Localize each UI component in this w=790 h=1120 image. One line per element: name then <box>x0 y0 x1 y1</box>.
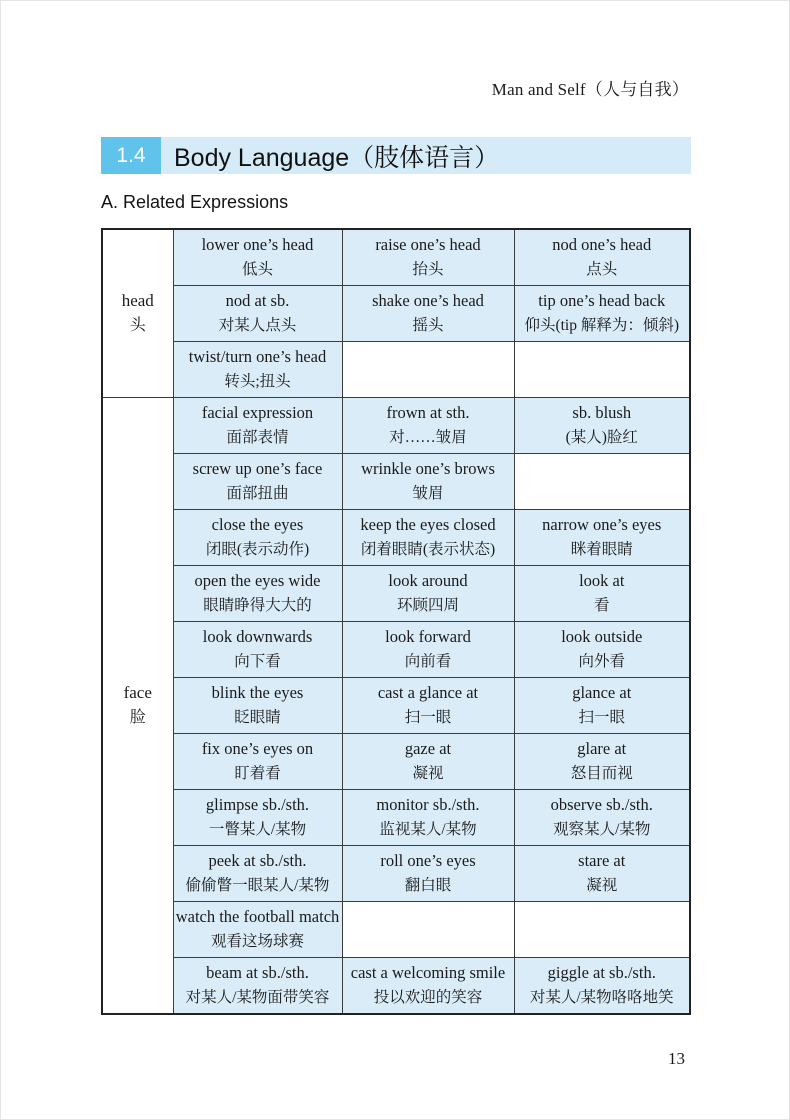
expression-cell <box>514 678 690 734</box>
expression-zh: 扫一眼 <box>404 709 452 726</box>
row-group-label-zh: 脸 <box>129 709 146 726</box>
expression-en: glare at <box>577 739 627 758</box>
expression-en: blink the eyes <box>211 683 304 702</box>
row-group-label-en: face <box>123 683 152 702</box>
expression-cell <box>173 622 342 678</box>
expression-cell <box>342 958 514 1015</box>
expression-en: stare at <box>578 851 626 870</box>
expression-cell <box>342 622 514 678</box>
expression-cell <box>173 902 342 958</box>
expression-en: nod one’s head <box>552 235 652 254</box>
table-row <box>102 566 690 622</box>
expression-zh: 扫一眼 <box>578 709 625 726</box>
empty-cell <box>342 342 514 398</box>
expression-zh: 监视某人/某物 <box>379 821 477 838</box>
section-number-badge: 1.4 <box>101 137 161 174</box>
expression-cell <box>342 566 514 622</box>
expression-cell <box>173 342 342 398</box>
table-row <box>102 678 690 734</box>
expression-cell <box>514 734 690 790</box>
expression-cell <box>514 622 690 678</box>
expression-zh: 观察某人/某物 <box>553 821 651 838</box>
expression-zh: 对某人/某物面带笑容 <box>185 989 330 1006</box>
expression-zh: 怒目而视 <box>570 765 633 782</box>
expression-cell <box>173 454 342 510</box>
expression-cell <box>342 398 514 454</box>
row-group-label <box>102 229 173 398</box>
table-row <box>102 286 690 342</box>
expression-cell <box>173 510 342 566</box>
expression-en: nod at sb. <box>225 291 290 310</box>
expression-cell <box>173 286 342 342</box>
section-title: Body Language（肢体语言） <box>174 143 500 172</box>
expression-zh: 对某人点头 <box>218 317 297 334</box>
expression-zh: 凝视 <box>412 765 444 782</box>
expression-zh: 眨眼睛 <box>234 709 281 726</box>
expression-en: look downwards <box>202 627 313 646</box>
empty-cell <box>514 342 690 398</box>
table-row <box>102 958 690 1015</box>
table-row <box>102 229 690 286</box>
empty-cell <box>514 454 690 510</box>
expression-cell <box>342 454 514 510</box>
expression-cell <box>514 566 690 622</box>
expression-en: peek at sb./sth. <box>208 851 307 870</box>
row-group-label <box>102 398 173 1015</box>
expression-en: lower one’s head <box>201 235 314 254</box>
running-header: Man and Self（人与自我） <box>491 80 689 99</box>
empty-cell <box>342 902 514 958</box>
expression-cell <box>514 229 690 286</box>
expression-cell <box>514 958 690 1015</box>
expression-en: sb. blush <box>572 403 632 422</box>
expression-zh: 低头 <box>241 261 273 278</box>
expression-en: narrow one’s eyes <box>542 515 662 534</box>
expression-zh: 向外看 <box>578 653 625 670</box>
expression-cell <box>173 678 342 734</box>
section-header-bar <box>101 137 691 174</box>
expression-zh: 盯着看 <box>234 765 281 782</box>
expressions-table-body <box>102 229 690 1014</box>
expression-en: monitor sb./sth. <box>376 795 480 814</box>
expression-en: open the eyes wide <box>194 571 321 590</box>
table-row <box>102 398 690 454</box>
expression-en: raise one’s head <box>375 235 481 254</box>
expression-zh: 眯着眼睛 <box>570 541 633 558</box>
expression-cell <box>514 790 690 846</box>
expression-cell <box>342 678 514 734</box>
expression-cell <box>173 790 342 846</box>
expression-cell <box>514 398 690 454</box>
expression-zh: 点头 <box>586 261 618 278</box>
expression-en: glance at <box>572 683 632 702</box>
expression-zh: 对……皱眉 <box>389 429 467 446</box>
expression-zh: 对某人/某物咯咯地笑 <box>529 989 674 1006</box>
table-row <box>102 790 690 846</box>
expression-cell <box>342 846 514 902</box>
expression-zh: 闭着眼睛(表示状态) <box>360 541 496 558</box>
expression-cell <box>514 510 690 566</box>
expression-en: gaze at <box>404 739 452 758</box>
expression-cell <box>173 398 342 454</box>
expression-en: keep the eyes closed <box>360 515 496 534</box>
expression-en: facial expression <box>201 403 314 422</box>
table-row <box>102 342 690 398</box>
expression-en: screw up one’s face <box>192 459 323 478</box>
expression-zh: 偷偷瞥一眼某人/某物 <box>185 877 330 894</box>
expression-zh: 面部扭曲 <box>226 485 289 502</box>
table-row <box>102 622 690 678</box>
page-number: 13 <box>668 1049 685 1068</box>
expression-en: look forward <box>385 627 471 646</box>
empty-cell <box>514 902 690 958</box>
expression-zh: 一瞥某人/某物 <box>208 821 307 838</box>
expression-en: wrinkle one’s brows <box>361 459 495 478</box>
expression-en: observe sb./sth. <box>550 795 653 814</box>
expression-cell <box>342 790 514 846</box>
expression-en: beam at sb./sth. <box>206 963 309 982</box>
expression-en: glimpse sb./sth. <box>205 795 310 814</box>
expression-zh: 摇头 <box>412 317 444 334</box>
expression-en: look outside <box>561 627 643 646</box>
expression-zh: 看 <box>593 597 610 614</box>
expression-cell <box>342 229 514 286</box>
expression-en: cast a welcoming smile <box>350 963 506 982</box>
expression-en: giggle at sb./sth. <box>547 963 656 982</box>
subsection-heading: A. Related Expressions <box>101 192 289 212</box>
expression-zh: 向前看 <box>404 653 452 670</box>
expression-en: look at <box>579 571 625 590</box>
table-row <box>102 734 690 790</box>
expression-en: tip one’s head back <box>538 291 666 310</box>
expression-cell <box>173 846 342 902</box>
expression-cell <box>514 846 690 902</box>
expression-en: close the eyes <box>211 515 304 534</box>
expression-en: frown at sth. <box>386 403 470 422</box>
expression-zh: 凝视 <box>586 877 618 894</box>
expression-cell <box>514 286 690 342</box>
table-row <box>102 454 690 510</box>
row-group-label-en: head <box>121 291 154 310</box>
expression-cell <box>342 734 514 790</box>
expression-cell <box>173 229 342 286</box>
expression-en: fix one’s eyes on <box>201 739 314 758</box>
expression-cell <box>173 958 342 1015</box>
expression-en: shake one’s head <box>372 291 484 310</box>
expression-zh: (某人)脸红 <box>565 429 638 446</box>
table-row <box>102 510 690 566</box>
expression-zh: 面部表情 <box>226 429 289 446</box>
row-group-label-zh: 头 <box>129 317 146 334</box>
expression-zh: 皱眉 <box>412 485 444 502</box>
expression-en: twist/turn one’s head <box>188 347 327 366</box>
expression-en: look around <box>388 571 468 590</box>
expression-en: roll one’s eyes <box>380 851 476 870</box>
expression-en: watch the football match <box>175 907 340 926</box>
expression-zh: 抬头 <box>412 261 444 278</box>
table-row <box>102 902 690 958</box>
expression-cell <box>342 510 514 566</box>
table-row <box>102 846 690 902</box>
expression-cell <box>342 286 514 342</box>
expression-zh: 观看这场球赛 <box>210 933 304 950</box>
expression-zh: 仰头(tip 解释为：倾斜) <box>524 317 680 334</box>
expression-zh: 投以欢迎的笑容 <box>373 989 483 1006</box>
expression-cell <box>173 734 342 790</box>
expression-zh: 转头;扭头 <box>224 373 291 390</box>
expression-zh: 闭眼(表示动作) <box>205 541 310 558</box>
expression-cell <box>173 566 342 622</box>
expression-zh: 眼睛睁得大大的 <box>203 597 312 614</box>
expressions-table <box>101 228 691 1015</box>
expression-en: cast a glance at <box>377 683 479 702</box>
expression-zh: 环顾四周 <box>396 597 459 614</box>
expression-zh: 翻白眼 <box>404 877 452 894</box>
expression-zh: 向下看 <box>234 653 281 670</box>
